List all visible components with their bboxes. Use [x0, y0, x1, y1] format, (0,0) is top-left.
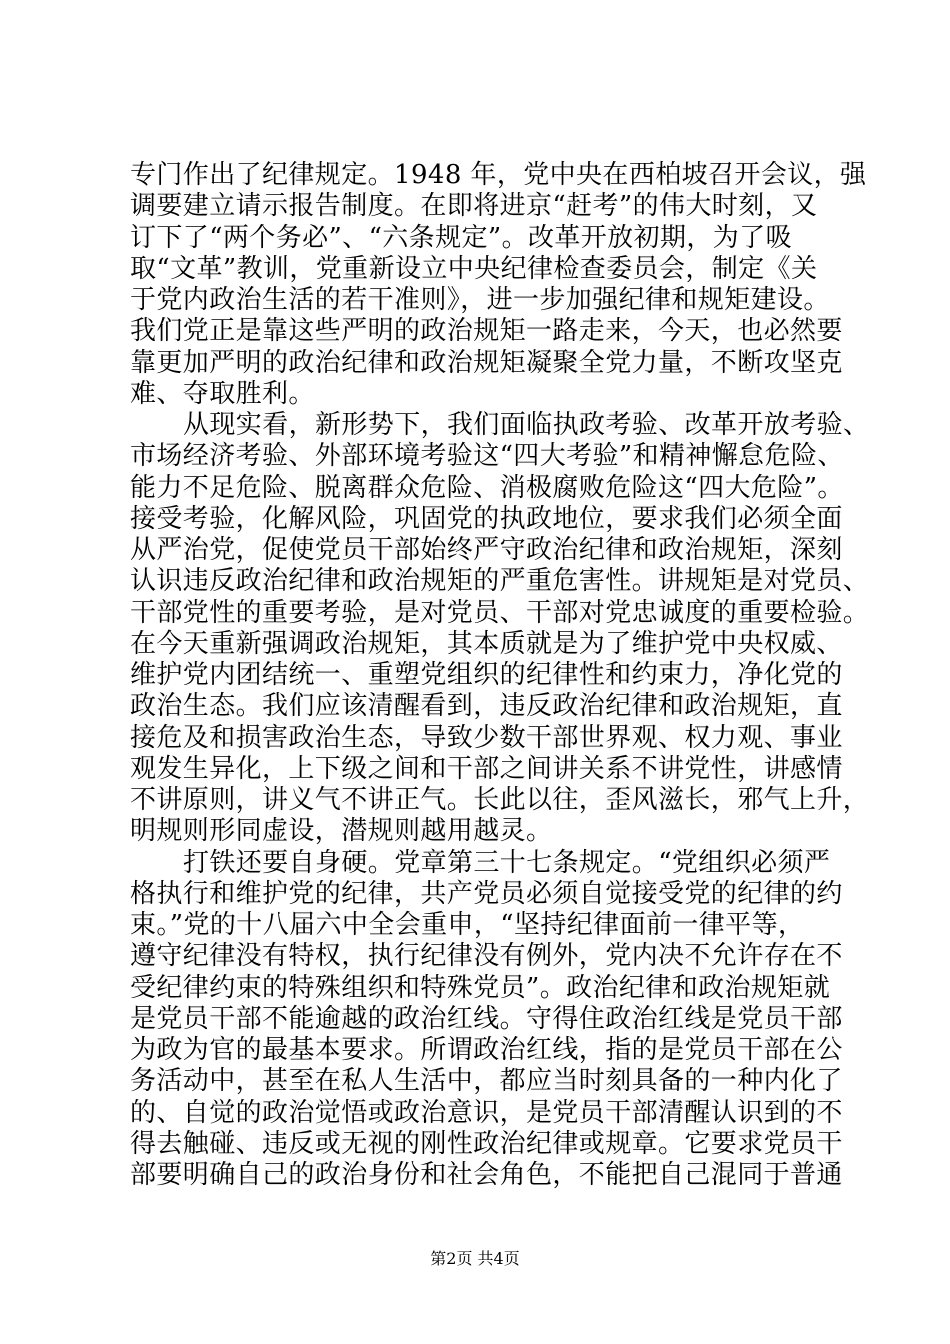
text-line: 遵守纪律没有特权，执行纪律没有例外，党内决不允许存在不 [130, 941, 843, 971]
text-line: 务活动中，甚至在私人生活中，都应当时刻具备的一种内化了 [130, 1066, 843, 1096]
text-line: 能力不足危险、脱离群众危险、消极腐败危险这“四大危险”。 [130, 473, 844, 503]
text-line: 部要明确自己的政治身份和社会角色，不能把自己混同于普通 [130, 1160, 843, 1190]
text-line: 为政为官的最基本要求。所谓政治红线，指的是党员干部在公 [130, 1035, 843, 1065]
text-line: 取“文革”教训，党重新设立中央纪律检查委员会，制定《关 [130, 254, 818, 284]
text-line: 明规则形同虚设，潜规则越用越灵。 [130, 816, 553, 846]
paragraph-start-line: 从现实看，新形势下，我们面临执政考验、改革开放考验、 [183, 410, 870, 440]
text-line: 调要建立请示报告制度。在即将进京“赶考”的伟大时刻，又 [130, 191, 818, 221]
text-line: 于党内政治生活的若干准则》，进一步加强纪律和规矩建设。 [130, 285, 830, 315]
text-line: 在今天重新强调政治规矩，其本质就是为了维护党中央权威、 [130, 629, 843, 659]
text-line: 政治生态。我们应该清醒看到，违反政治纪律和政治规矩，直 [130, 691, 843, 721]
text-line: 受纪律约束的特殊组织和特殊党员”。政治纪律和政治规矩就 [130, 973, 831, 1003]
text-line: 干部党性的重要考验，是对党员、干部对党忠诚度的重要检验。 [130, 598, 870, 628]
text-line: 是党员干部不能逾越的政治红线。守得住政治红线是党员干部 [130, 1004, 843, 1034]
text-line: 接危及和损害政治生态，导致少数干部世界观、权力观、事业 [130, 723, 843, 753]
text-line: 难、夺取胜利。 [130, 379, 315, 409]
text-line: 观发生异化，上下级之间和干部之间讲关系不讲党性，讲感情 [130, 754, 843, 784]
text-line: 束。”党的十八届六中全会重申，“坚持纪律面前一律平等， [130, 910, 805, 940]
text-line: 从严治党，促使党员干部始终严守政治纪律和政治规矩，深刻 [130, 535, 843, 565]
page-number-footer: 第2页 共4页 [430, 1249, 520, 1268]
text-line: 得去触碰、违反或无视的刚性政治纪律或规章。它要求党员干 [130, 1129, 843, 1159]
text-line: 接受考验，化解风险，巩固党的执政地位，要求我们必须全面 [130, 504, 843, 534]
text-line: 的、自觉的政治觉悟或政治意识，是党员干部清醒认识到的不 [130, 1098, 843, 1128]
text-line: 格执行和维护党的纪律，共产党员必须自觉接受党的纪律的约 [130, 879, 843, 909]
text-line: 认识违反政治纪律和政治规矩的严重危害性。讲规矩是对党员、 [130, 566, 870, 596]
text-line: 我们党正是靠这些严明的政治规矩一路走来，今天，也必然要 [130, 316, 843, 346]
text-line: 靠更加严明的政治纪律和政治规矩凝聚全党力量，不断攻坚克 [130, 348, 843, 378]
text-line: 专门作出了纪律规定。1948 年，党中央在西柏坡召开会议，强 [130, 160, 867, 190]
text-line: 不讲原则，讲义气不讲正气。长此以往，歪风滋长，邪气上升， [130, 785, 870, 815]
paragraph-start-line: 打铁还要自身硬。党章第三十七条规定。“党组织必须严 [183, 848, 831, 878]
text-line: 维护党内团结统一、重塑党组织的纪律性和约束力，净化党的 [130, 660, 843, 690]
text-line: 市场经济考验、外部环境考验这“四大考验”和精神懈怠危险、 [130, 441, 844, 471]
text-line: 订下了“两个务必”、“六条规定”。改革开放初期，为了吸 [130, 223, 792, 253]
